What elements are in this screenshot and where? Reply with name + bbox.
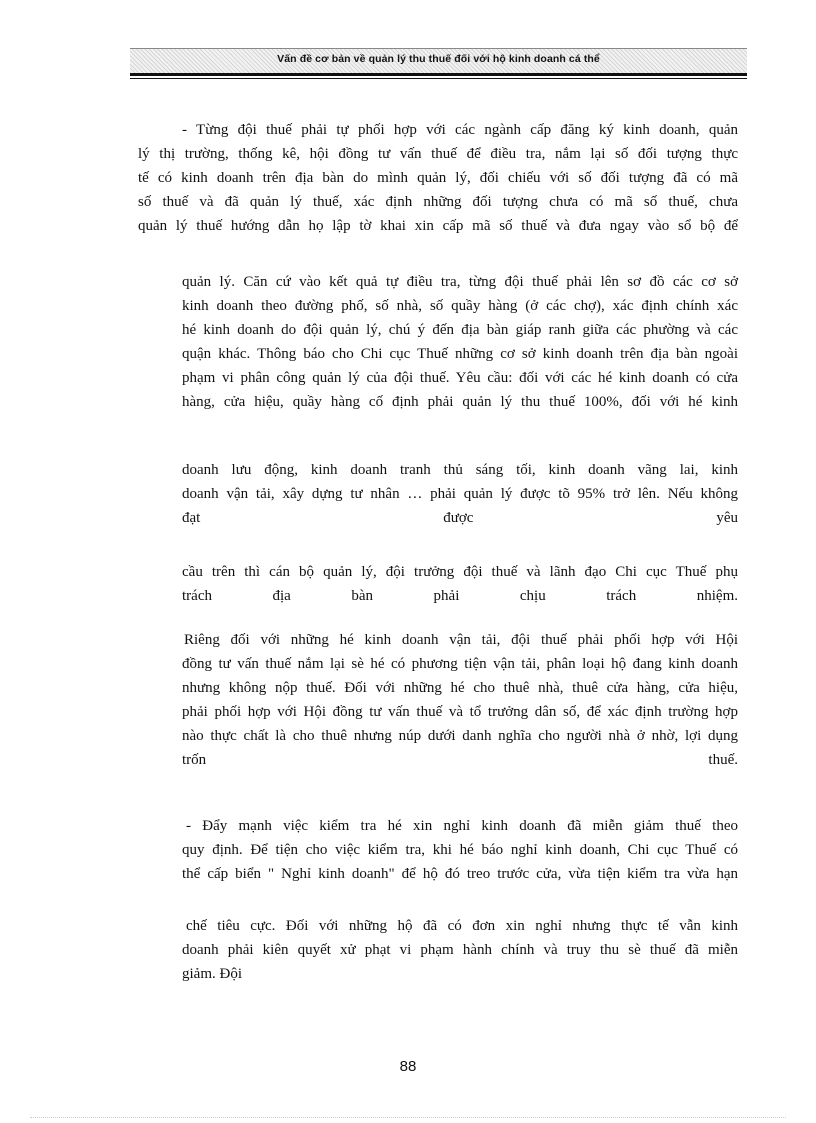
text-line: Riêng đối với những hé kinh doanh vận tải, đội thuế phải phối hợp với Hội — [184, 632, 738, 648]
text-line: thể cấp biển " Nghỉ kinh doanh" để hộ đó treo trước cửa, vừa tiện kiểm tra vừa hạn — [182, 866, 738, 882]
text-line: trốn thuế. — [182, 752, 738, 768]
text-line: cầu trên thì cán bộ quản lý, đội trưởng đội thuế và lãnh đạo Chi cục Thuế phụ — [182, 564, 738, 580]
text-line: hàng, cửa hiệu, quầy hàng cố định phải quản lý thu thuế 100%, đối với hé kinh — [182, 394, 738, 410]
text-line: đạt được yêu — [182, 510, 738, 526]
text-line: doanh phải kiên quyết xử phạt vi phạm hành chính và truy thu sè thuế đã miễn — [182, 942, 738, 958]
text-line: phải phối hợp với Hội đồng tư vấn thuế và tổ trưởng dân số, để xác định trường hợp — [182, 704, 738, 720]
text-line: tế có kinh doanh trên địa bàn do mình quản lý, đối chiếu với số đối tượng đã có mã — [138, 170, 738, 186]
text-line: đồng tư vấn thuế nắm lại sè hé có phương tiện vận tải, phân loại hộ đang kinh doanh — [182, 656, 738, 672]
paragraph-1 — [138, 118, 738, 238]
text-line: số thuế và đã quản lý thuế, xác định những đối tượng chưa có mã số thuế, chưa — [138, 194, 738, 210]
text-line: quận khác. Thông báo cho Chi cục Thuế những cơ sở kinh doanh trên địa bàn ngoài — [182, 346, 738, 362]
paragraph-4 — [182, 560, 738, 608]
text-line: quản lý. Căn cứ vào kết quả tự điều tra, từng đội thuế phải lên sơ đồ các cơ sở — [182, 274, 738, 290]
text-line: doanh lưu động, kinh doanh tranh thủ sáng tối, kinh doanh vãng lai, kinh — [182, 462, 738, 478]
text-line: trách địa bàn phải chịu trách nhiệm. — [182, 588, 738, 604]
text-line: hé kinh doanh do đội quản lý, chú ý đến địa bàn giáp ranh giữa các phường và các — [182, 322, 738, 338]
running-header-title: Vấn đề cơ bản về quản lý thu thuế đối với hộ kinh doanh cá thể — [277, 53, 600, 65]
text-line: - Đẩy mạnh việc kiểm tra hé xin nghỉ kinh doanh đã miễn giảm thuế theo — [186, 818, 738, 834]
paragraph-6 — [182, 814, 738, 886]
header-rule-thin — [130, 78, 747, 79]
text-line: doanh vận tải, xây dựng tư nhân … phải quản lý được tõ 95% trở lên. Nếu không — [182, 486, 738, 502]
text-line: - Từng đội thuế phải tự phối hợp với các ngành cấp đăng ký kinh doanh, quản — [182, 122, 738, 138]
text-line: nhưng không nộp thuế. Đối với những hé cho thuê nhà, thuê cửa hàng, cửa hiệu, — [182, 680, 738, 696]
text-line: giảm. Đội — [182, 966, 242, 982]
header-rule-thick — [130, 73, 747, 76]
paragraph-2 — [182, 270, 738, 414]
text-line: quản lý thuế hướng dẫn họ lập tờ khai xin cấp mã số thuế và đưa ngay vào sổ bộ để — [138, 218, 738, 234]
paragraph-5 — [182, 628, 738, 772]
page-number: 88 — [399, 1058, 417, 1075]
text-line: lý thị trường, thống kê, hội đồng tư vấn thuế để điều tra, nắm lại số đối tượng thực — [138, 146, 738, 162]
text-line: quy định. Để tiện cho việc kiểm tra, khi hé báo nghỉ kinh doanh, Chi cục Thuế có — [182, 842, 738, 858]
paragraph-3 — [182, 458, 738, 530]
text-line: phạm vi phân công quản lý của đội thuế. Yêu cầu: đối với các hé kinh doanh có cửa — [182, 370, 738, 386]
text-line: chế tiêu cực. Đối với những hộ đã có đơn xin nghỉ nhưng thực tế vẫn kinh — [186, 918, 738, 934]
paragraph-7 — [182, 914, 738, 986]
bottom-divider — [30, 1117, 786, 1118]
running-header — [130, 48, 747, 73]
text-line: kinh doanh theo đường phố, số nhà, số quầy hàng (ở các chợ), xác định chính xác — [182, 298, 738, 314]
text-line: nào thực chất là cho thuê nhưng núp dưới danh nghĩa cho người nhà ở nhờ, lợi dụng — [182, 728, 738, 744]
